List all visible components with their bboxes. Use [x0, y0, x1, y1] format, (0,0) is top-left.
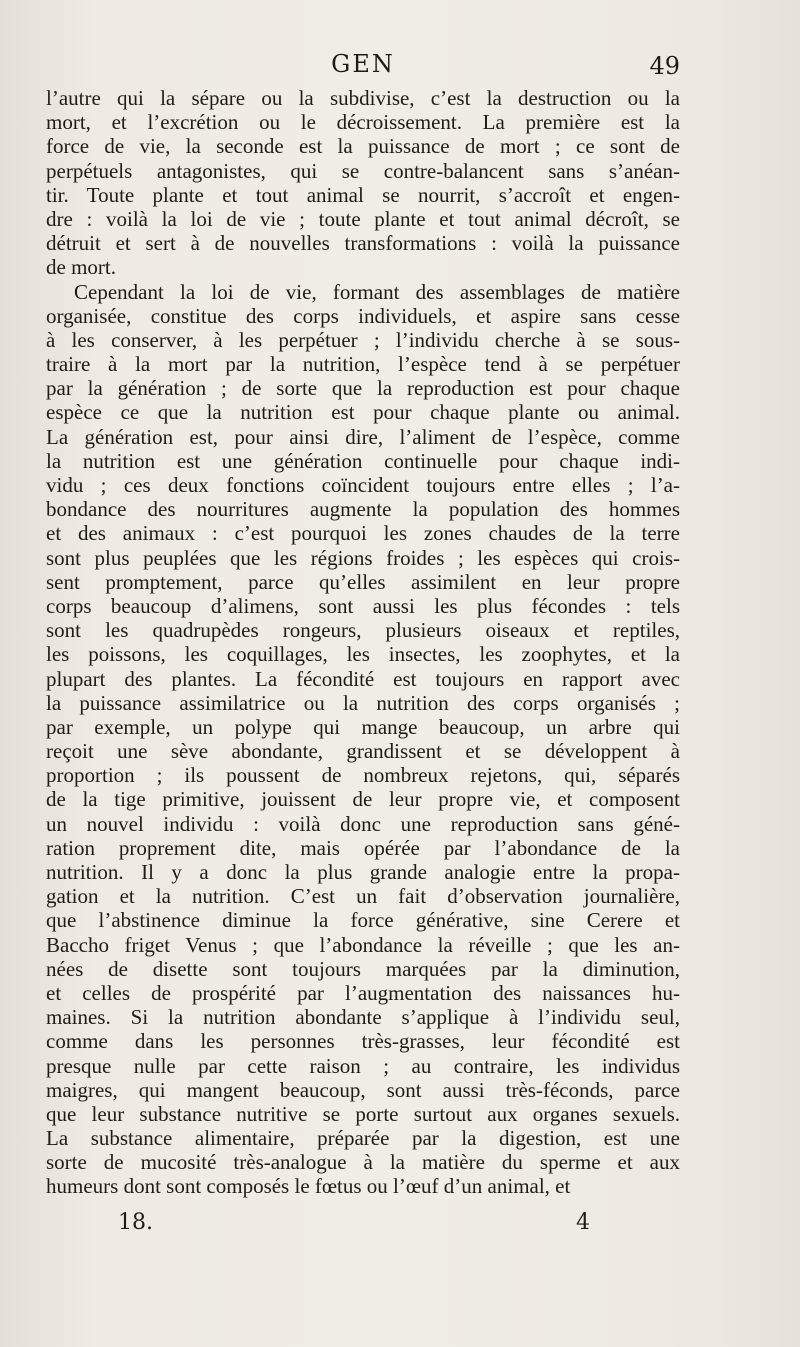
text-line: ration proprement dite, mais opérée par l’abondance de la	[46, 835, 680, 860]
text-line: bondance des nourritures augmente la population des hommes	[46, 497, 680, 522]
text-line: traire à la mort par la nutrition, l’espèce tend à se perpétuer	[46, 352, 680, 377]
text-line: et celles de prospérité par l’augmentation des naissances hu-	[46, 980, 680, 1005]
text-line: maigres, qui mangent beaucoup, sont aussi très-féconds, parce	[46, 1077, 680, 1102]
text-line: force de vie, la seconde est la puissance de mort ; ce sont de	[46, 134, 680, 159]
page-number: 49	[649, 52, 680, 80]
text-line: l’autre qui la sépare ou la subdivise, c’est la destruction ou la	[46, 86, 680, 110]
text-line: à les conserver, à les perpétuer ; l’individu cherche à se sous-	[46, 327, 680, 352]
running-title: GEN	[331, 50, 395, 78]
paragraph	[46, 86, 680, 280]
text-line: gation et la nutrition. C’est un fait d’observation journalière,	[46, 884, 680, 909]
signature-number: 18.	[118, 1210, 153, 1235]
gathering-mark: 4	[576, 1210, 590, 1235]
text-line: par la génération ; de sorte que la reproduction est pour chaque	[46, 376, 680, 401]
text-line: et des animaux : c’est pourquoi les zones chaudes de la terre	[46, 521, 680, 546]
page-footer	[46, 1210, 680, 1240]
text-line: sont plus peuplées que les régions froides ; les espèces qui crois-	[46, 545, 680, 570]
text-line: détruit et sert à de nouvelles transformations : voilà la puissance	[46, 231, 680, 256]
text-line: nées de disette sont toujours marquées par la diminution,	[46, 956, 680, 981]
text-line: plupart des plantes. La fécondité est toujours en rapport avec	[46, 666, 680, 691]
text-line: Baccho friget Venus ; que l’abondance la réveille ; que les an-	[46, 932, 680, 957]
text-line: que l’abstinence diminue la force générative, sine Cerere et	[46, 908, 680, 933]
text-line: la nutrition est une génération continuelle pour chaque indi-	[46, 448, 680, 473]
text-line: sont les quadrupèdes rongeurs, plusieurs oiseaux et reptiles,	[46, 618, 680, 643]
text-line: tir. Toute plante et tout animal se nourrit, s’accroît et engen-	[46, 182, 680, 207]
text-line: mort, et l’excrétion ou le décroissement. La première est la	[46, 110, 680, 135]
text-line: Cependant la loi de vie, formant des assemblages de matière	[74, 279, 680, 304]
text-line: proportion ; ils poussent de nombreux rejetons, qui, séparés	[46, 763, 680, 788]
body-text	[46, 86, 680, 1199]
text-line: sent promptement, parce qu’elles assimilent en leur propre	[46, 569, 680, 594]
text-line: presque nulle par cette raison ; au contraire, les individus	[46, 1053, 680, 1078]
text-line: la puissance assimilatrice ou la nutrition des corps organisés ;	[46, 690, 680, 715]
page-header	[46, 50, 680, 86]
text-line: sorte de mucosité très-analogue à la matière du sperme et aux	[46, 1150, 680, 1175]
text-line: par exemple, un polype qui mange beaucoup, un arbre qui	[46, 714, 680, 739]
text-line: reçoit une sève abondante, grandissent et se développent à	[46, 739, 680, 764]
text-line: humeurs dont sont composés le fœtus ou l’œuf d’un animal, et	[46, 1174, 571, 1199]
text-line: organisée, constitue des corps individuels, et aspire sans cesse	[46, 303, 680, 328]
text-line: de mort.	[46, 255, 116, 280]
text-line: La substance alimentaire, préparée par la digestion, est une	[46, 1126, 680, 1151]
text-line: nutrition. Il y a donc la plus grande analogie entre la propa-	[46, 860, 680, 884]
text-line: les poissons, les coquillages, les insectes, les zoophytes, et la	[46, 642, 680, 667]
paragraph	[46, 280, 680, 1199]
text-line: La génération est, pour ainsi dire, l’aliment de l’espèce, comme	[46, 424, 680, 449]
text-line: de la tige primitive, jouissent de leur propre vie, et composent	[46, 787, 680, 812]
text-line: corps beaucoup d’alimens, sont aussi les plus fécondes : tels	[46, 593, 680, 618]
text-line: vidu ; ces deux fonctions coïncident toujours entre elles ; l’a-	[46, 473, 680, 497]
text-line: que leur substance nutritive se porte surtout aux organes sexuels.	[46, 1101, 680, 1126]
text-line: espèce ce que la nutrition est pour chaque plante ou animal.	[46, 400, 680, 425]
text-line: un nouvel individu : voilà donc une reproduction sans géné-	[46, 811, 680, 836]
text-line: dre : voilà la loi de vie ; toute plante et tout animal décroît, se	[46, 206, 680, 231]
text-line: maines. Si la nutrition abondante s’applique à l’individu seul,	[46, 1005, 680, 1030]
text-line: comme dans les personnes très-grasses, leur fécondité est	[46, 1029, 680, 1054]
text-line: perpétuels antagonistes, qui se contre-balancent sans s’anéan-	[46, 158, 680, 183]
